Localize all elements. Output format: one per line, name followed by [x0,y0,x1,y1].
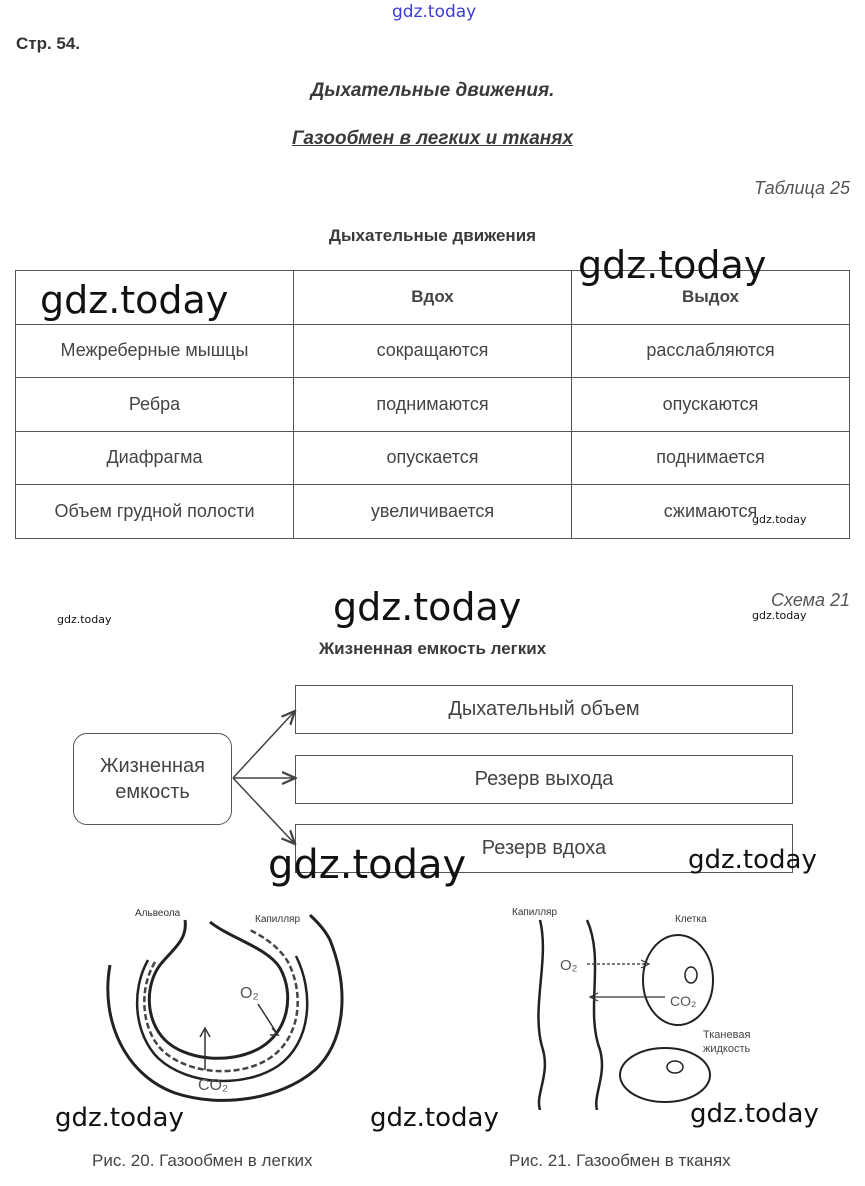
table-title: Дыхательные движения [328,226,537,245]
watermark: gdz.today [690,1099,819,1129]
fig20-co2-label: CO₂ [198,1077,229,1094]
arrow-to-inspiratory-reserve [233,778,294,843]
watermark: gdz.today [268,842,467,888]
page-title: Дыхательные движения. [310,80,555,101]
table-row [16,324,850,378]
watermark: gdz.today [333,585,522,629]
watermark: gdz.today [752,513,807,526]
fig20-caption: Рис. 20. Газообмен в легких [92,1151,313,1170]
fig21-cell-label: Клетка [675,914,707,925]
fig20-alveola-label: Альвеола [135,908,181,919]
watermark: gdz.today [40,278,229,322]
table-row [16,378,850,432]
watermark: gdz.today [752,609,807,622]
fig21-caption: Рис. 21. Газообмен в тканях [509,1151,731,1170]
tissue-gas-exchange-figure [505,900,785,1110]
inspiratory-reserve-box: Резерв вдоха [295,824,793,873]
watermark: gdz.today [688,845,817,875]
watermark-top: gdz.today [392,2,477,22]
table-header-cell: Выдох [572,271,850,325]
table-cell: поднимаются [294,378,572,432]
table-cell: Межреберные мышцы [16,324,294,378]
watermark: gdz.today [57,613,112,626]
tidal-volume-box: Дыхательный объем [295,685,793,734]
expiratory-reserve-box: Резерв выхода [295,755,793,804]
table-cell: поднимается [572,431,850,485]
table-label: Таблица 25 [753,178,850,198]
table-cell: сокращаются [294,324,572,378]
watermark: gdz.today [55,1103,184,1133]
fig21-co2-label: CO₂ [670,993,697,1009]
table-cell: опускается [294,431,572,485]
fig20-capillary-label: Капилляр [255,914,301,925]
watermark: gdz.today [578,243,767,287]
table-cell: увеличивается [294,485,572,539]
table-cell: Объем грудной полости [16,485,294,539]
arrow-to-tidal-volume [233,712,294,778]
fig20-o2-label: O₂ [240,985,259,1002]
scheme-arrows [230,700,300,850]
scheme-title: Жизненная емкость легких [318,639,547,658]
table-cell: Ребра [16,378,294,432]
fig21-o2-label: O₂ [560,957,578,974]
fig21-fluid-label-line2: жидкость [703,1043,751,1055]
table-cell: опускаются [572,378,850,432]
fig21-fluid-label-line1: Тканевая [703,1029,751,1041]
page-number: Стр. 54. [16,34,81,53]
lung-gas-exchange-figure [100,900,360,1110]
table-header-cell: Вдох [294,271,572,325]
watermark: gdz.today [370,1103,499,1133]
table-cell: расслабляются [572,324,850,378]
table-cell: сжимаются [572,485,850,539]
vital-capacity-box: Жизненная емкость [73,733,232,825]
table-cell: Диафрагма [16,431,294,485]
table-row [16,431,850,485]
fig21-capillary-label: Капилляр [512,907,558,918]
scheme-label: Схема 21 [771,590,850,610]
table-row [16,485,850,539]
page-subtitle: Газообмен в легких и тканях [291,128,574,149]
